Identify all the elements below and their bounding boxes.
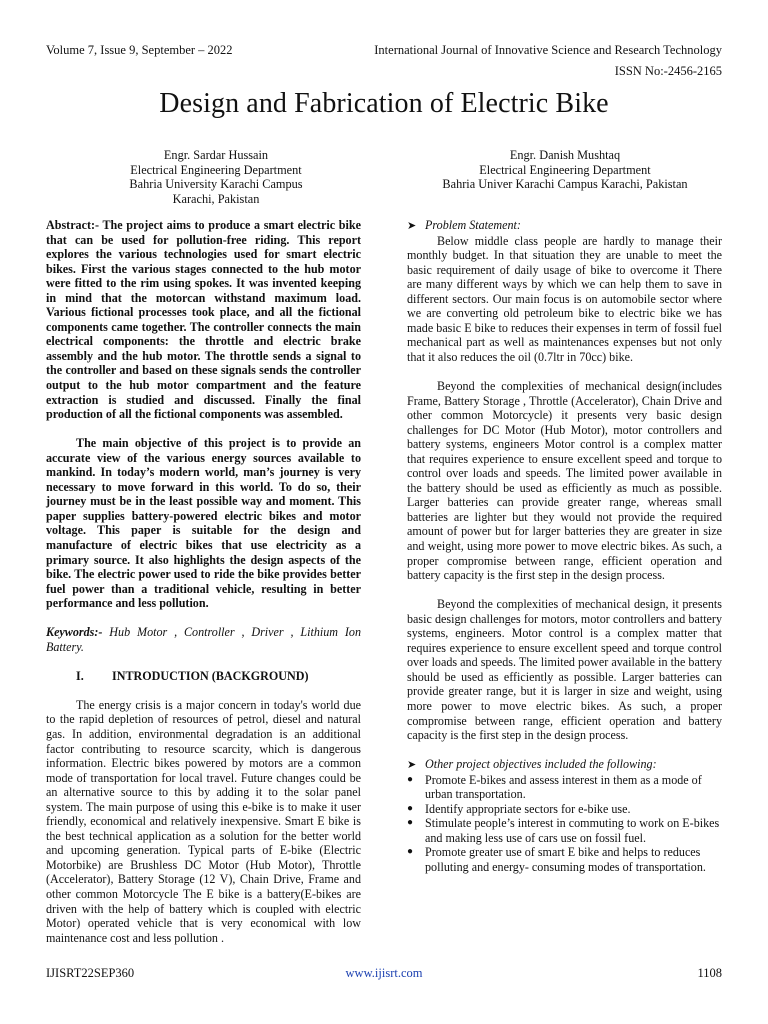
author-name: Engr. Sardar Hussain bbox=[163, 148, 269, 162]
author-name: Engr. Danish Mushtaq bbox=[509, 148, 621, 162]
bullet-dot-icon: ● bbox=[407, 817, 414, 829]
keywords bbox=[46, 625, 361, 654]
journal-website-link[interactable]: www.ijisrt.com bbox=[345, 966, 423, 980]
author-block-1 bbox=[66, 148, 366, 206]
page-number: 1108 bbox=[697, 966, 722, 980]
section-title: INTRODUCTION (BACKGROUND) bbox=[112, 668, 309, 683]
objectives-heading bbox=[407, 757, 722, 773]
keywords-label: Keywords:- bbox=[46, 625, 103, 640]
right-column bbox=[407, 218, 722, 874]
section-heading-introduction bbox=[46, 669, 361, 684]
author-department: Electrical Engineering Department bbox=[130, 162, 302, 177]
list-item: ● Promote greater use of smart E bike and helps to reduces polluting and energy- consuming modes of transportation. bbox=[407, 845, 706, 874]
arrow-bullet-icon: ➤ bbox=[407, 759, 417, 772]
paper-title: Design and Fabrication of Electric Bike bbox=[159, 88, 609, 119]
author-department: Electrical Engineering Department bbox=[479, 162, 651, 177]
design-challenges-paragraph-2: Beyond the complexities of mechanical design, it presents basic design challenges for motors, motor controllers and battery systems, engineers. Motor control is a complex matter that requires experience to ensure excellent speed and torque control over loads and speeds. The limited power available in the battery should be used as efficiently as possible. Larger batteries can provide greater range, but it is larger in size and weight, using more power to move electric bikes. As such, a proper compromise between range, efficient operation and battery capacity is the first step in the design process. bbox=[407, 597, 722, 743]
problem-statement-title: Problem Statement: bbox=[425, 218, 521, 232]
left-column bbox=[46, 218, 361, 945]
abstract-paragraph: Abstract:- The project aims to produce a smart electric bike that can be used for pollution-free riding. This report explores the various technologies used for smart electric bikes. First the various stages connected to the hub motor were fitted to the rim using spokes. It was invented keeping in mind that the motorcan withstand maximum load. Various fictional processes took place, and all the fictional components came together. The controller connects the main electrical components: the throttle and electric brake assembly and the hub motor. The throttle sends a signal to the controller and based on these signals sends the controller output to the hub motor compartment and the feature extraction is studied and discussed. Finally the final production of all the fictional components was assembled. bbox=[46, 218, 361, 422]
list-item: ● Identify appropriate sectors for e-bike use. bbox=[407, 801, 631, 816]
author-affiliation: Bahria Univer Karachi Campus Karachi, Pakistan bbox=[442, 177, 688, 192]
list-item: ● Promote E-bikes and assess interest in them as a mode of urban transportation. bbox=[407, 772, 702, 802]
objectives-title: Other project objectives included the following: bbox=[425, 757, 657, 772]
author-block-2 bbox=[400, 148, 730, 192]
introduction-paragraph: The energy crisis is a major concern in today's world due to the rapid depletion of resources of petrol, diesel and natural gas. In addition, environmental degradation is an additional factor contributing to resource scarcity, which is dangerous information. Electric bikes powered by motors are a common mode of transportation for local travel. Future changes could be an alternative source to this by adding it to the solar panel system. The main purpose of using this e-bike is to make it user friendly, economical and relatively inexpensive. Smart E bike is the best technical application as a solution for the better world and upcoming generation. Typical parts of E-bike (Electric Motorbike) are Brushless DC Motor (Hub Motor), Throttle (Accelerator), Battery Storage (12 V), Chain Drive, Frame and other common Motorcycle The E bike is a battery(E-bikes are driven with the help of battery which is coupled with electric Motor) operated vehicle that is very economical with low maintenance cost and less pollution . bbox=[46, 697, 361, 945]
issn-number: ISSN No:-2456-2165 bbox=[614, 64, 722, 78]
bullet-dot-icon: ● bbox=[407, 846, 414, 858]
problem-statement-heading bbox=[407, 218, 722, 234]
journal-name-header: International Journal of Innovative Science and Research Technology bbox=[374, 43, 722, 57]
keywords-text: Hub Motor , Controller , Driver , Lithium Ion Battery. bbox=[46, 625, 361, 654]
design-challenges-paragraph: Beyond the complexities of mechanical design(includes Frame, Battery Storage , Throttle (Accelerator), Chain Drive and other common Motorcycle) it presents very basic design challenges for DC Motor (Hub Motor), motor controllers and battery systems, engineers Motor control is a complex matter that requires experience to ensure excellent speed and torque to control over loads and speeds. The limited power available in the battery should be used as efficiently as much as possible. Larger batteries can provide greater range, whereas small batteries are lighter but they would not provide the required amount of power but for larger batteries they are greater in size and weight, using more power to move electric bikes. As such, a proper compromise between range, efficient operation and battery capacity is the first step in the design process. bbox=[407, 378, 722, 583]
author-location: Karachi, Pakistan bbox=[172, 191, 260, 206]
list-item: ● Stimulate people’s interest in commuting to work on E-bikes and making less use of cars use on fossil fuel. bbox=[407, 816, 720, 845]
journal-volume-header: Volume 7, Issue 9, September – 2022 bbox=[46, 43, 233, 57]
arrow-bullet-icon: ➤ bbox=[407, 220, 417, 232]
bullet-dot-icon: ● bbox=[407, 802, 414, 814]
bullet-dot-icon: ● bbox=[407, 773, 414, 785]
objectives-list bbox=[407, 773, 722, 875]
paper-id-footer: IJISRT22SEP360 bbox=[46, 966, 135, 980]
section-number: I. bbox=[76, 668, 84, 683]
author-affiliation: Bahria University Karachi Campus bbox=[129, 177, 303, 192]
problem-statement-paragraph: Below middle class people are hardly to manage their monthly budget. In that situation they are unable to meet the basic requirement of daily usage of bike to overcome it There are many different ways by which we can help them to save in different sectors. Our main focus is on automobile sector where we are converting old petroleum bike to electric bike we has made basic E bike to reduces their expenses in term of fossil fuel mechanical part as well as maintenances expenses but not only that it also reduces the oil (0.7ltr in 70cc) bike. bbox=[407, 233, 722, 364]
abstract-objective-paragraph: The main objective of this project is to provide an accurate view of the various energy sources available to mankind. In today’s modern world, man’s journey is very necessary to move forward in this world. To do so, their journey must be in the least possible way and moment. This paper supplies battery-powered electric bikes and motor voltage. This paper is suitable for the design and manufacture of electric bikes that use electricity as a primary source. It also highlights the design aspects of the bike. The electric power used to ride the bike provides better fuel power than a traditional vehicle, resulting in better performance and less pollution. bbox=[46, 436, 361, 611]
